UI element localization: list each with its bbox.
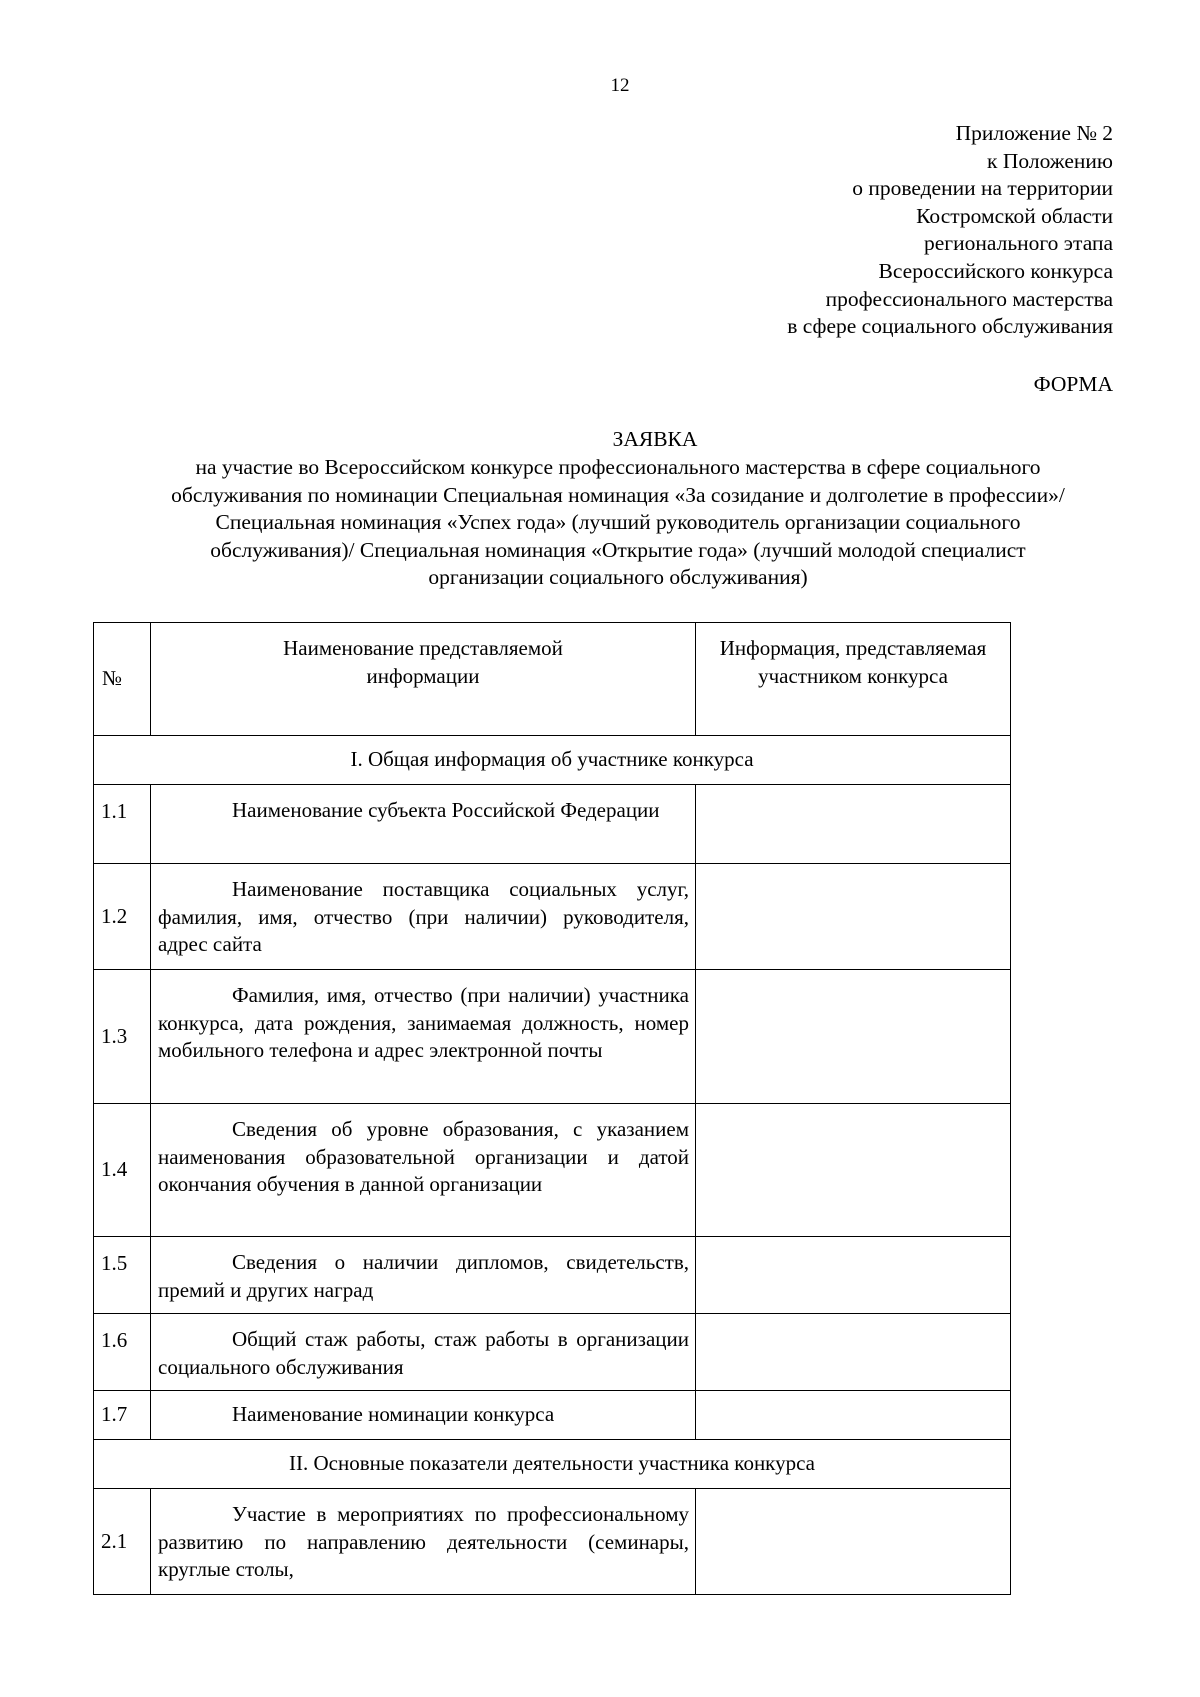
- row-number: 1.1: [94, 785, 151, 864]
- table-row: [94, 864, 1011, 970]
- row-text: Наименование субъекта Российской Федерации: [232, 798, 660, 822]
- row-info-field[interactable]: [696, 1104, 1011, 1237]
- row-info-field[interactable]: [696, 1314, 1011, 1391]
- subtitle-line: на участие во Всероссийском конкурсе профессионального мастерства в сфере социального: [195, 455, 1041, 479]
- header-name: [151, 623, 696, 736]
- row-number: 1.4: [94, 1104, 151, 1237]
- row-number: 1.7: [94, 1391, 151, 1440]
- subtitle-line: организации социального обслуживания): [428, 565, 808, 590]
- row-text: Наименование поставщика социальных услуг, фамилия, имя, отчество (при наличии) руководителя, адрес сайта: [158, 877, 689, 956]
- row-number: 1.6: [94, 1314, 151, 1391]
- table-row: [94, 1391, 1011, 1440]
- document-subtitle: [108, 454, 1128, 592]
- appendix-line: регионального этапа: [924, 231, 1113, 256]
- row-number: 1.3: [94, 970, 151, 1104]
- application-form-table: [93, 622, 1011, 1595]
- row-info-field[interactable]: [696, 785, 1011, 864]
- row-description: [151, 1237, 696, 1314]
- row-description: [151, 1104, 696, 1237]
- appendix-line: Костромской области: [916, 203, 1113, 228]
- subtitle-line: обслуживания)/ Специальная номинация «Открытие года» (лучший молодой специалист: [210, 537, 1026, 562]
- row-info-field[interactable]: [696, 1237, 1011, 1314]
- appendix-reference: [787, 120, 1113, 341]
- row-description: [151, 1489, 696, 1595]
- table-row: [94, 1237, 1011, 1314]
- row-description: [151, 785, 696, 864]
- subtitle-line: обслуживания по номинации Специальная номинация «За созидание и долголетие в профессии»/: [171, 482, 1065, 507]
- section-row: [94, 1440, 1011, 1489]
- appendix-line: профессионального мастерства: [825, 286, 1113, 311]
- row-text: Фамилия, имя, отчество (при наличии) участника конкурса, дата рождения, занимаемая должность, номер мобильного телефона и адрес электронной почты: [158, 983, 689, 1062]
- row-description: [151, 1391, 696, 1440]
- table-row: [94, 1104, 1011, 1237]
- row-number: 2.1: [94, 1489, 151, 1595]
- row-info-field[interactable]: [696, 864, 1011, 970]
- row-info-field[interactable]: [696, 1489, 1011, 1595]
- appendix-line: Приложение № 2: [955, 121, 1113, 145]
- row-text: Сведения об уровне образования, с указанием наименования образовательной организации и датой окончания обучения в данной организации: [158, 1117, 689, 1196]
- table-row: [94, 970, 1011, 1104]
- appendix-line: о проведении на территории: [852, 176, 1113, 201]
- table-row: [94, 785, 1011, 864]
- header-info-text: Информация, представляемая участником конкурса: [719, 636, 987, 688]
- row-info-field[interactable]: [696, 970, 1011, 1104]
- appendix-line: к Положению: [987, 148, 1113, 173]
- row-description: [151, 1314, 696, 1391]
- row-text: Сведения о наличии дипломов, свидетельств, премий и других наград: [158, 1250, 689, 1302]
- row-description: [151, 970, 696, 1104]
- section-row: [94, 736, 1011, 785]
- form-label: ФОРМА: [1033, 372, 1113, 396]
- header-info: [696, 623, 1011, 736]
- row-info-field[interactable]: [696, 1391, 1011, 1440]
- row-text: Общий стаж работы, стаж работы в организации социального обслуживания: [158, 1327, 689, 1379]
- appendix-line: в сфере социального обслуживания: [787, 314, 1113, 339]
- row-number: 1.5: [94, 1237, 151, 1314]
- table-row: [94, 1314, 1011, 1391]
- section-title-1: I. Общая информация об участнике конкурса: [94, 736, 1011, 785]
- row-text: Наименование номинации конкурса: [232, 1402, 555, 1427]
- row-description: [151, 864, 696, 970]
- page-number: 12: [610, 75, 630, 96]
- row-text: Участие в мероприятиях по профессиональному развитию по направлению деятельности (семинары, круглые столы,: [158, 1502, 689, 1581]
- header-name-text: Наименование представляемой информации: [283, 636, 563, 688]
- document-title: ЗАЯВКА: [612, 427, 698, 451]
- subtitle-line: Специальная номинация «Успех года» (лучший руководитель организации социального: [215, 510, 1021, 535]
- table-header-row: [94, 623, 1011, 736]
- row-number: 1.2: [94, 864, 151, 970]
- section-title-2: II. Основные показатели деятельности участника конкурса: [94, 1440, 1011, 1489]
- header-number: №: [94, 623, 151, 736]
- appendix-line: Всероссийского конкурса: [878, 258, 1113, 283]
- table-row: [94, 1489, 1011, 1595]
